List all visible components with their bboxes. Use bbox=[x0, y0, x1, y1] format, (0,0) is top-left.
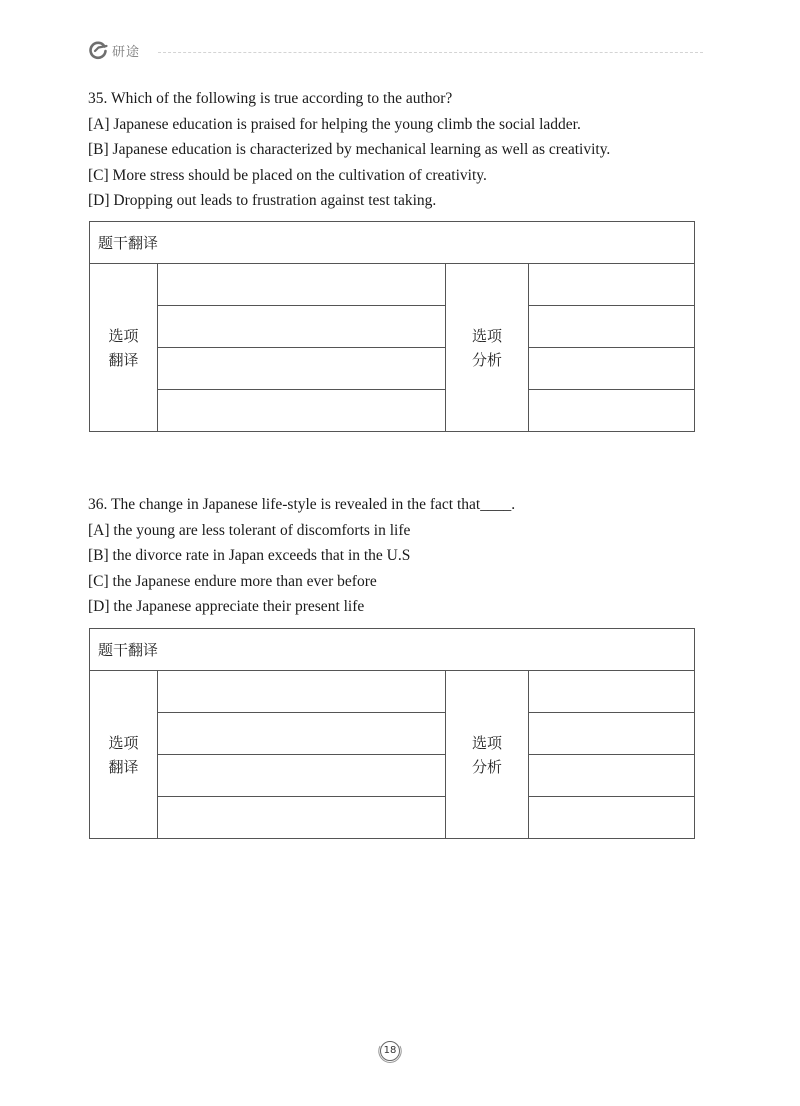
translation-cell[interactable] bbox=[158, 671, 446, 713]
option-analysis-label-line1: 选项 bbox=[471, 326, 502, 345]
option-translation-label-line2: 翻译 bbox=[108, 350, 139, 369]
brand-name: 研途 bbox=[112, 44, 141, 60]
option-d: [D] Dropping out leads to frustration against test taking. bbox=[88, 192, 437, 209]
analysis-cell[interactable] bbox=[529, 348, 695, 390]
translation-cell[interactable] bbox=[158, 306, 446, 348]
translation-cell[interactable] bbox=[158, 713, 446, 755]
analysis-cell[interactable] bbox=[529, 390, 695, 432]
option-analysis-label bbox=[446, 264, 529, 432]
page-number-badge bbox=[376, 1037, 404, 1065]
question-stem: 35. Which of the following is true according to the author? bbox=[88, 90, 453, 107]
answer-table-35 bbox=[89, 221, 695, 432]
option-translation-label-line2: 翻译 bbox=[108, 757, 139, 776]
page-number: 18 bbox=[383, 1045, 397, 1056]
option-translation-label bbox=[90, 671, 158, 839]
question-35 bbox=[88, 86, 708, 214]
option-analysis-label-line2: 分析 bbox=[471, 757, 502, 776]
stem-translation-label: 题干翻译 bbox=[90, 629, 695, 671]
option-a: [A] the young are less tolerant of discomforts in life bbox=[88, 521, 411, 539]
translation-cell[interactable] bbox=[158, 797, 446, 839]
option-translation-label bbox=[90, 264, 158, 432]
option-b: [B] Japanese education is characterized by mechanical learning as well as creativity. bbox=[88, 141, 611, 158]
option-a: [A] Japanese education is praised for helping the young climb the social ladder. bbox=[88, 115, 581, 133]
option-analysis-label-line2: 分析 bbox=[471, 350, 502, 369]
option-d: [D] the Japanese appreciate their present life bbox=[88, 598, 365, 615]
option-translation-label-line1: 选项 bbox=[108, 326, 139, 345]
translation-cell[interactable] bbox=[158, 348, 446, 390]
page-header bbox=[88, 40, 703, 64]
translation-cell[interactable] bbox=[158, 390, 446, 432]
analysis-cell[interactable] bbox=[529, 264, 695, 306]
header-divider bbox=[158, 52, 703, 53]
analysis-cell[interactable] bbox=[529, 755, 695, 797]
option-c: [C] More stress should be placed on the cultivation of creativity. bbox=[88, 166, 487, 184]
analysis-cell[interactable] bbox=[529, 797, 695, 839]
brand-logo-icon bbox=[88, 40, 108, 60]
stem-translation-label: 题干翻译 bbox=[90, 222, 695, 264]
question-stem: 36. The change in Japanese life-style is revealed in the fact that____. bbox=[88, 496, 516, 513]
option-b: [B] the divorce rate in Japan exceeds that in the U.S bbox=[88, 547, 411, 564]
translation-cell[interactable] bbox=[158, 264, 446, 306]
option-translation-label-line1: 选项 bbox=[108, 733, 139, 752]
option-analysis-label-line1: 选项 bbox=[471, 733, 502, 752]
analysis-cell[interactable] bbox=[529, 306, 695, 348]
question-36 bbox=[88, 492, 708, 620]
option-c: [C] the Japanese endure more than ever before bbox=[88, 572, 377, 590]
analysis-cell[interactable] bbox=[529, 671, 695, 713]
analysis-cell[interactable] bbox=[529, 713, 695, 755]
option-analysis-label bbox=[446, 671, 529, 839]
translation-cell[interactable] bbox=[158, 755, 446, 797]
answer-table-36 bbox=[89, 628, 695, 839]
brand-logo bbox=[88, 40, 140, 60]
